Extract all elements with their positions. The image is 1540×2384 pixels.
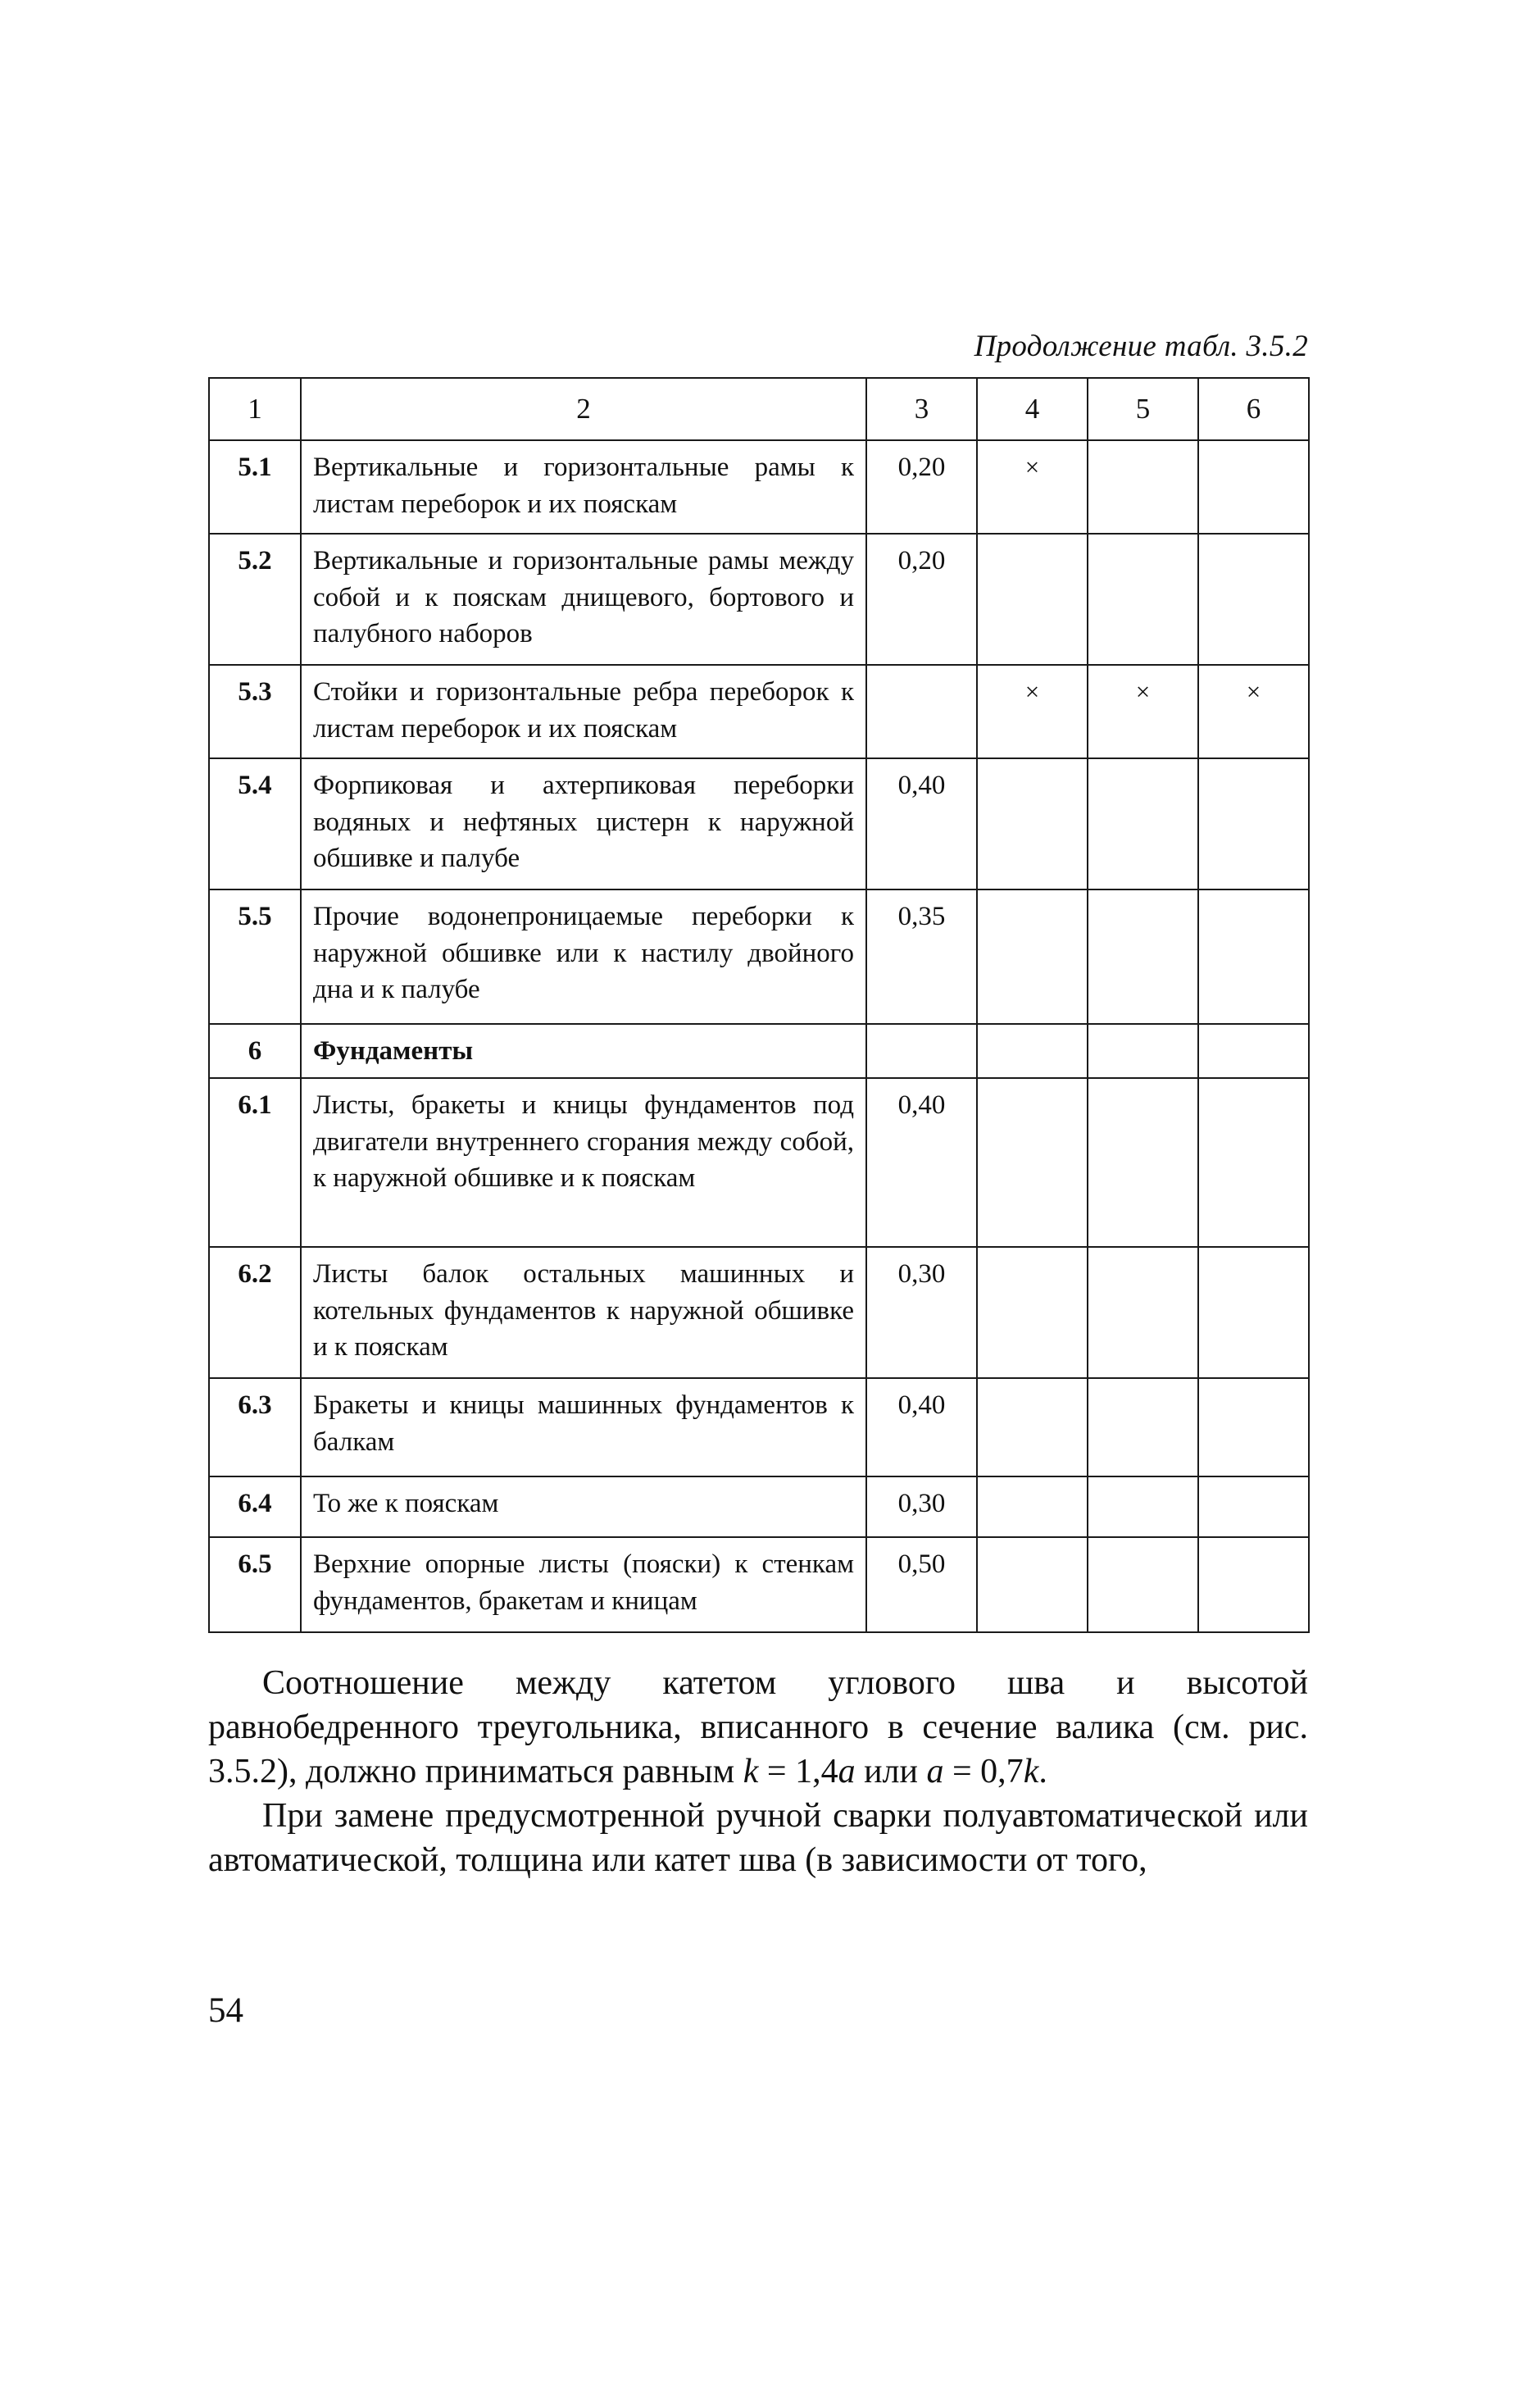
row-number-cell: 5.4 — [209, 758, 301, 889]
body-text — [208, 1661, 1308, 1882]
row-col4-cell — [977, 1537, 1088, 1632]
row-col4-cell — [977, 1024, 1088, 1078]
row-col5-cell — [1088, 1476, 1198, 1537]
row-description-cell: Верхние опорные листы (пояски) к стенкам фундаментов, бракетам и кницам — [301, 1537, 866, 1632]
row-col5-cell — [1088, 1378, 1198, 1476]
table-row — [209, 889, 1309, 1024]
row-number-cell: 6.1 — [209, 1078, 301, 1247]
table-row — [209, 1024, 1309, 1078]
header-cell-4: 4 — [977, 378, 1088, 440]
row-col4-cell: × — [977, 440, 1088, 534]
row-value-cell: 0,30 — [866, 1476, 977, 1537]
row-col5-cell — [1088, 1078, 1198, 1247]
row-col4-cell — [977, 1247, 1088, 1378]
table-row — [209, 1078, 1309, 1247]
table-row — [209, 758, 1309, 889]
formula-k2: k — [1023, 1753, 1039, 1790]
table-row — [209, 534, 1309, 665]
row-col6-cell — [1198, 758, 1309, 889]
row-col6-cell — [1198, 1537, 1309, 1632]
row-value-cell — [866, 1024, 977, 1078]
row-value-cell: 0,40 — [866, 1378, 977, 1476]
table-row — [209, 1378, 1309, 1476]
row-value-cell: 0,50 — [866, 1537, 977, 1632]
row-col4-cell — [977, 758, 1088, 889]
row-col6-cell — [1198, 889, 1309, 1024]
paragraph-2: При замене предусмотренной ручной сварки полуавтоматической или автоматической, толщина или катет шва (в зависимости от того, — [208, 1797, 1308, 1879]
formula-end: . — [1038, 1753, 1047, 1790]
paragraph-1-text: Соотношение между катетом углового шва и высотой равнобедренного треугольника, вписанного в сечение валика (см. рис. 3.5.2), должно приниматься равным — [208, 1664, 1308, 1790]
row-col5-cell: × — [1088, 665, 1198, 758]
row-description-cell: То же к пояскам — [301, 1476, 866, 1537]
row-description-cell: Фундаменты — [301, 1024, 866, 1078]
row-number-cell: 6.4 — [209, 1476, 301, 1537]
row-value-cell: 0,20 — [866, 534, 977, 665]
row-col5-cell — [1088, 534, 1198, 665]
row-number-cell: 6.3 — [209, 1378, 301, 1476]
row-col4-cell — [977, 889, 1088, 1024]
row-col4-cell — [977, 1078, 1088, 1247]
table-row — [209, 1476, 1309, 1537]
weld-spec-table — [208, 377, 1310, 1633]
paragraph-1 — [208, 1661, 1308, 1794]
row-description-cell: Листы балок остальных машинных и котельных фундаментов к наружной обшивке и к пояскам — [301, 1247, 866, 1378]
header-cell-2: 2 — [301, 378, 866, 440]
row-description-cell: Бракеты и кницы машинных фундаментов к балкам — [301, 1378, 866, 1476]
row-col5-cell — [1088, 1247, 1198, 1378]
row-col5-cell — [1088, 889, 1198, 1024]
row-col4-cell — [977, 1476, 1088, 1537]
header-cell-1: 1 — [209, 378, 301, 440]
row-col6-cell — [1198, 534, 1309, 665]
table-row — [209, 440, 1309, 534]
row-col4-cell — [977, 1378, 1088, 1476]
formula-eq1: = 1,4 — [758, 1753, 838, 1790]
table-continuation-caption: Продолжение табл. 3.5.2 — [974, 330, 1308, 363]
row-col4-cell — [977, 534, 1088, 665]
header-cell-6: 6 — [1198, 378, 1309, 440]
table-row — [209, 665, 1309, 758]
row-value-cell: 0,35 — [866, 889, 977, 1024]
row-col5-cell — [1088, 1537, 1198, 1632]
row-value-cell: 0,40 — [866, 758, 977, 889]
row-col6-cell — [1198, 1378, 1309, 1476]
row-description-cell: Прочие водонепроницаемые переборки к наружной обшивке или к настилу двойного дна и к палубе — [301, 889, 866, 1024]
row-number-cell: 6 — [209, 1024, 301, 1078]
row-number-cell: 5.1 — [209, 440, 301, 534]
row-number-cell: 5.2 — [209, 534, 301, 665]
header-cell-3: 3 — [866, 378, 977, 440]
page-number: 54 — [208, 1991, 243, 2030]
row-description-cell: Листы, бракеты и кницы фундаментов под двигатели внутреннего сгорания между собой, к наружной обшивке и к пояскам — [301, 1078, 866, 1247]
row-description-cell: Форпиковая и ахтерпиковая переборки водяных и нефтяных цистерн к наружной обшивке и палубе — [301, 758, 866, 889]
row-col6-cell — [1198, 1078, 1309, 1247]
row-col6-cell — [1198, 1024, 1309, 1078]
formula-or: или — [855, 1753, 927, 1790]
formula-eq2: = 0,7 — [943, 1753, 1024, 1790]
row-col5-cell — [1088, 1024, 1198, 1078]
row-col5-cell — [1088, 758, 1198, 889]
row-value-cell: 0,30 — [866, 1247, 977, 1378]
table-header-row — [209, 378, 1309, 440]
table-row — [209, 1247, 1309, 1378]
row-description-cell: Вертикальные и горизонтальные рамы к листам переборок и их пояскам — [301, 440, 866, 534]
row-description-cell: Вертикальные и горизонтальные рамы между собой и к пояскам днищевого, бортового и палубного наборов — [301, 534, 866, 665]
row-col6-cell: × — [1198, 665, 1309, 758]
header-cell-5: 5 — [1088, 378, 1198, 440]
row-col4-cell: × — [977, 665, 1088, 758]
row-number-cell: 6.2 — [209, 1247, 301, 1378]
row-col6-cell — [1198, 1476, 1309, 1537]
row-number-cell: 6.5 — [209, 1537, 301, 1632]
row-value-cell: 0,20 — [866, 440, 977, 534]
row-col6-cell — [1198, 1247, 1309, 1378]
row-value-cell — [866, 665, 977, 758]
row-col5-cell — [1088, 440, 1198, 534]
row-number-cell: 5.5 — [209, 889, 301, 1024]
formula-k: k — [743, 1753, 759, 1790]
row-description-cell: Стойки и горизонтальные ребра переборок к листам переборок и их пояскам — [301, 665, 866, 758]
formula-a: a — [838, 1753, 856, 1790]
row-col6-cell — [1198, 440, 1309, 534]
row-value-cell: 0,40 — [866, 1078, 977, 1247]
table-row — [209, 1537, 1309, 1632]
row-number-cell: 5.3 — [209, 665, 301, 758]
formula-a2: a — [926, 1753, 944, 1790]
